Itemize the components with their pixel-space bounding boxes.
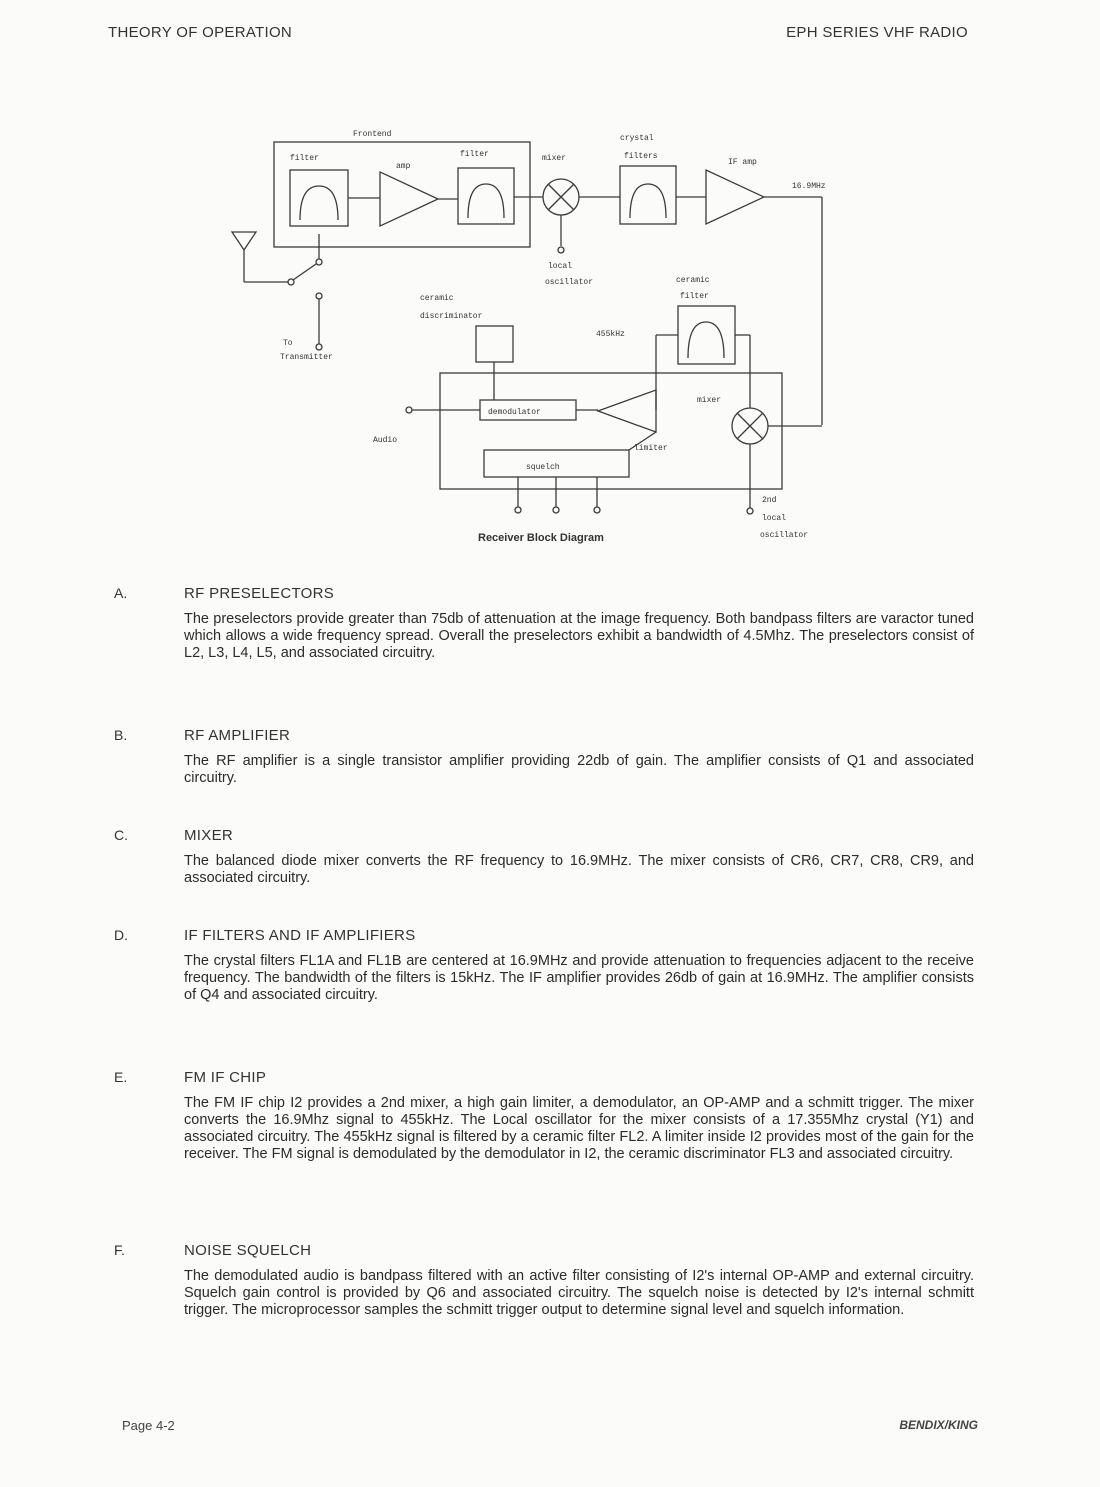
label-ceramic-disc-2: discriminator <box>420 312 483 321</box>
page-number: Page 4-2 <box>122 1418 175 1433</box>
if-chip-box <box>440 373 782 489</box>
section-title: RF PRESELECTORS <box>184 585 335 602</box>
label-2nd-1: 2nd <box>762 496 777 505</box>
if-amp-block <box>706 170 764 224</box>
section-body: The balanced diode mixer converts the RF frequency to 16.9MHz. The mixer consists of CR6, CR7, CR8, CR9, and associated circuitry. <box>184 853 974 886</box>
label-filter1: filter <box>290 154 319 163</box>
section-body: The RF amplifier is a single transistor amplifier providing 22db of gain. The amplifier consists of Q1 and associated circuitry. <box>184 753 974 786</box>
label-freq-if: 16.9MHz <box>792 182 826 191</box>
label-limiter: limiter <box>634 444 668 453</box>
section-letter: A. <box>114 585 128 601</box>
section-body: The FM IF chip I2 provides a 2nd mixer, a high gain limiter, a demodulator, an OP-AMP and a schmitt trigger. The mixer converts the 16.9Mhz signal to 455kHz. The Local oscillator for the mixer consists of a 17.355Mhz crystal (Y1) and associated circuitry. The 455kHz signal is filtered by a ceramic filter FL2. A limiter inside I2 provides most of the gain for the receiver. The FM signal is demodulated by the demodulator in I2, the ceramic discriminator FL3 and associated circuitry. <box>184 1095 974 1162</box>
header-left: THEORY OF OPERATION <box>108 24 293 41</box>
section-letter: D. <box>114 927 128 943</box>
label-if-amp: IF amp <box>728 158 757 167</box>
section-title: NOISE SQUELCH <box>184 1242 312 1259</box>
diagram-caption: Receiver Block Diagram <box>478 532 604 544</box>
filter1-block <box>290 170 348 226</box>
label-squelch: squelch <box>526 463 560 472</box>
label-demodulator: demodulator <box>488 408 541 417</box>
label-to-1: To <box>283 339 293 348</box>
crystal-filter-block <box>620 166 676 224</box>
label-local-1: local <box>548 262 573 271</box>
label-crystal-2: filters <box>624 152 658 161</box>
label-freq-455: 455kHz <box>596 330 625 339</box>
label-frontend: Frontend <box>353 130 392 139</box>
section-title: MIXER <box>184 827 234 844</box>
label-crystal-1: crystal <box>620 134 654 143</box>
label-ceramic-filter-1: ceramic <box>676 276 710 285</box>
label-audio: Audio <box>373 436 398 445</box>
label-filter2: filter <box>460 150 489 159</box>
section-title: FM IF CHIP <box>184 1069 267 1086</box>
section-body: The crystal filters FL1A and FL1B are centered at 16.9MHz and provide attenuation to frequencies adjacent to the receive frequency. The bandwidth of the filters is 15kHz. The IF amplifier provides 26db of gain at 16.9MHz. The amplifier consists of Q4 and associated circuitry. <box>184 953 974 1003</box>
label-mixer2: mixer <box>697 396 722 405</box>
brand-footer: BENDIX/KING <box>899 1418 978 1432</box>
label-local-2: oscillator <box>545 278 594 287</box>
limiter-block <box>598 390 656 432</box>
section-title: IF FILTERS AND IF AMPLIFIERS <box>184 927 416 944</box>
label-mixer1: mixer <box>542 154 567 163</box>
section-letter: B. <box>114 727 128 743</box>
label-to-2: Transmitter <box>280 353 333 362</box>
label-amp: amp <box>396 162 411 171</box>
amp-block <box>380 172 438 226</box>
ceramic-filter-block <box>678 306 735 364</box>
label-2nd-3: oscillator <box>760 531 809 540</box>
section-letter: C. <box>114 827 128 843</box>
label-2nd-2: local <box>762 514 787 523</box>
label-ceramic-disc-1: ceramic <box>420 294 454 303</box>
section-letter: F. <box>114 1242 125 1258</box>
label-ceramic-filter-2: filter <box>680 292 709 301</box>
section-body: The demodulated audio is bandpass filtered with an active filter consisting of I2's internal OP-AMP and external circuitry. Squelch gain control is provided by Q6 and associated circuitry. The squelch noise is detected by I2's internal schmitt trigger. The microprocessor samples the schmitt trigger output to determine signal level and squelch information. <box>184 1268 974 1318</box>
filter2-block <box>458 168 514 224</box>
section-title: RF AMPLIFIER <box>184 727 291 744</box>
header-right: EPH SERIES VHF RADIO <box>786 24 968 41</box>
section-letter: E. <box>114 1069 128 1085</box>
ceramic-discriminator-block <box>476 326 513 362</box>
section-body: The preselectors provide greater than 75db of attenuation at the image frequency. Both bandpass filters are varactor tuned which allows a wide frequency spread. Overall the preselectors exhibit a bandwidth of 4.5Mhz. The preselectors consist of L2, L3, L4, L5, and associated circuitry. <box>184 611 974 661</box>
antenna-icon <box>232 232 256 250</box>
receiver-block-diagram <box>0 0 1100 560</box>
